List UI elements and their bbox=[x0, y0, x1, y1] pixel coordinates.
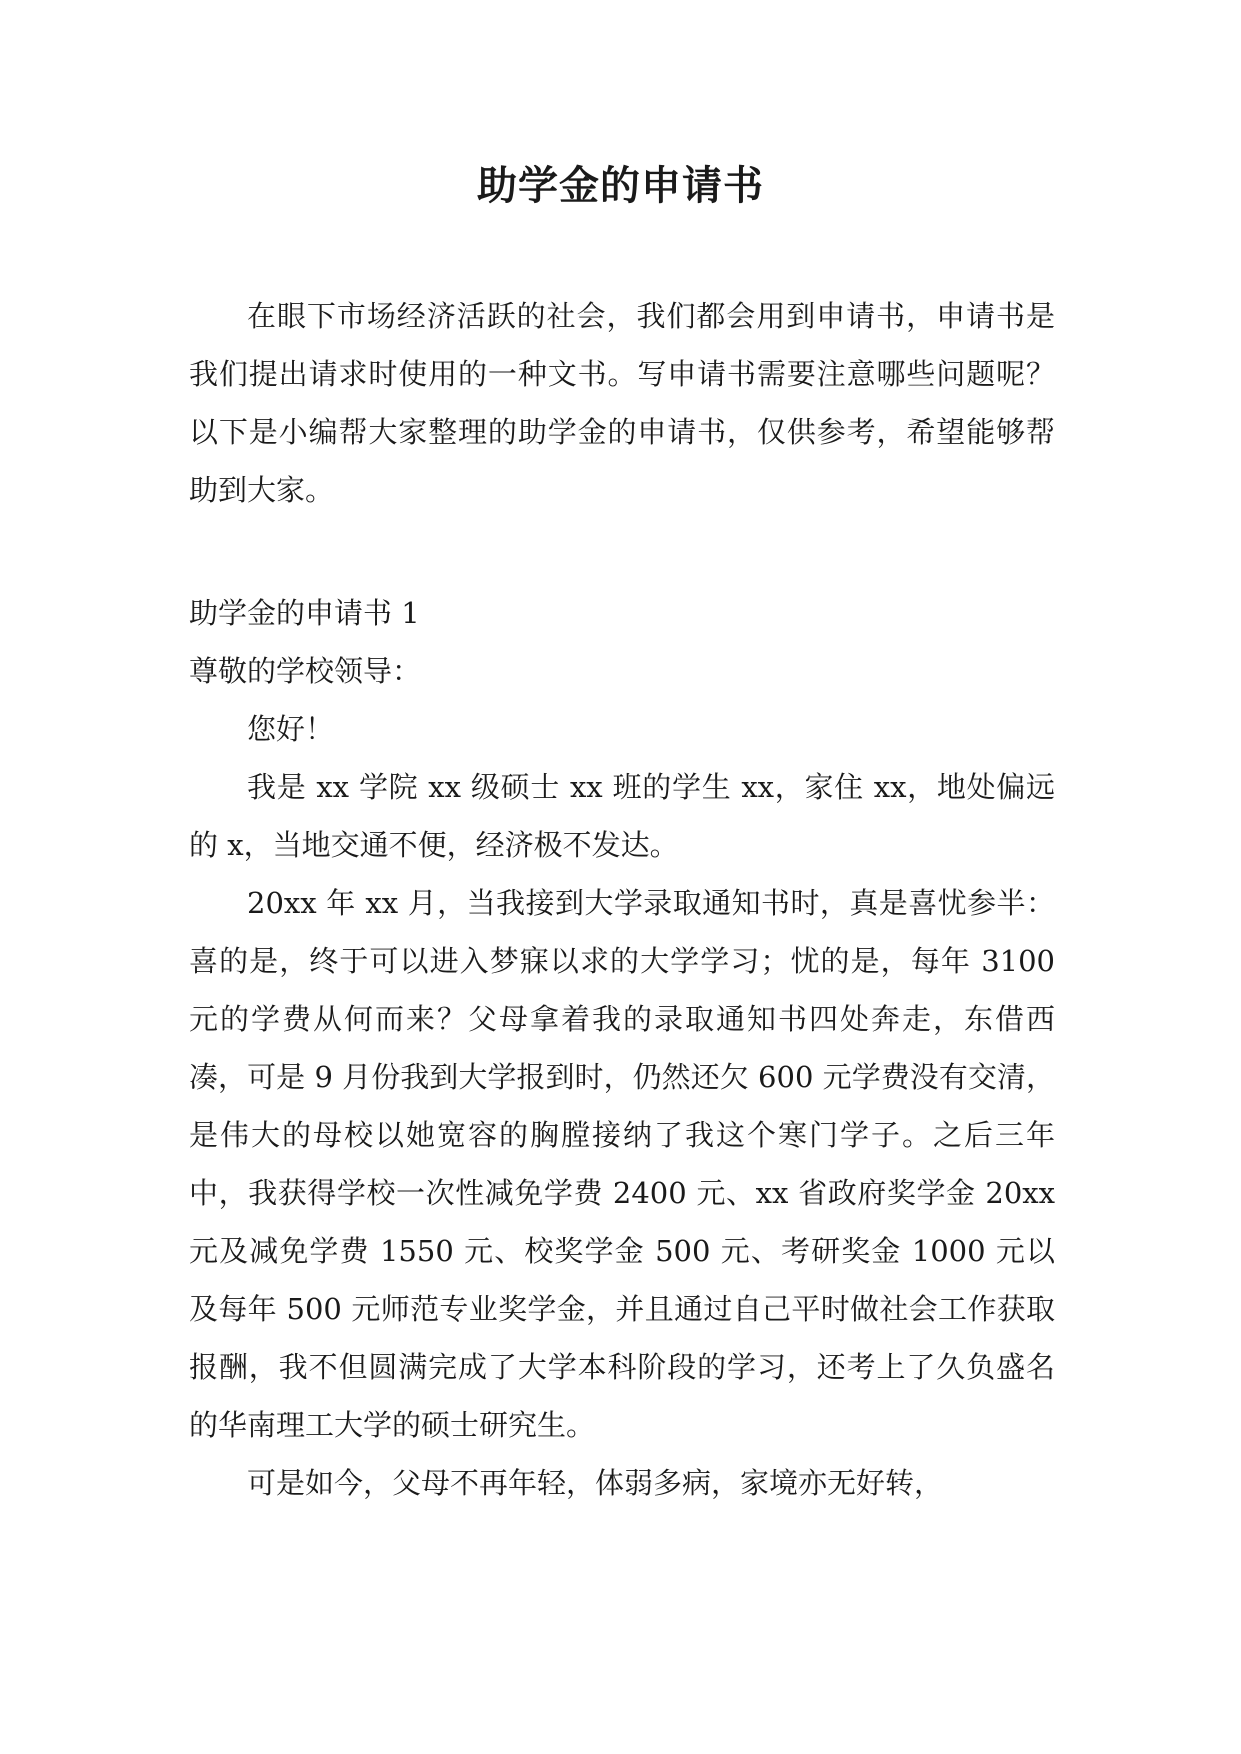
greeting: 您好！ bbox=[247, 712, 335, 746]
intro-section bbox=[189, 287, 1055, 519]
section-heading: 助学金的申请书 1 bbox=[189, 596, 420, 630]
intro-paragraph: 在眼下市场经济活跃的社会，我们都会用到申请书，申请书是我们提出请求时使用的一种文书。写申请书需要注意哪些问题呢？以下是小编帮大家整理的助学金的申请书，仅供参考，希望能够帮助到大家。 bbox=[189, 299, 1055, 507]
letter-section bbox=[189, 584, 1055, 1512]
body-paragraph: 可是如今，父母不再年轻，体弱多病，家境亦无好转， bbox=[247, 1466, 944, 1500]
salutation: 尊敬的学校领导： bbox=[189, 654, 422, 688]
body-paragraph: 20xx 年 xx 月，当我接到大学录取通知书时，真是喜忧参半：喜的是，终于可以进入梦寐以求的大学学习；忧的是，每年 3100 元的学费从何而来？父母拿着我的录取通知书四处奔走，东借西凑，可是 9 月份我到大学报到时，仍然还欠 600 元学费没有交清，是伟大的母校以她宽容的胸膛接纳了我这个寒门学子。之后三年中，我获得学校一次性减免学费 2400 元、xx 省政府奖学金 20xx 元及减免学费 1550 元、校奖学金 500 元、考研奖金 1000 元以及每年 500 元师范专业奖学金，并且通过自己平时做社会工作获取报酬，我不但圆满完成了大学本科阶段的学习，还考上了久负盛名的华南理工大学的硕士研究生。 bbox=[189, 886, 1055, 1442]
document-title: 助学金的申请书 bbox=[477, 162, 764, 209]
body-paragraph: 我是 xx 学院 xx 级硕士 xx 班的学生 xx，家住 xx，地处偏远的 x，当地交通不便，经济极不发达。 bbox=[189, 770, 1055, 862]
